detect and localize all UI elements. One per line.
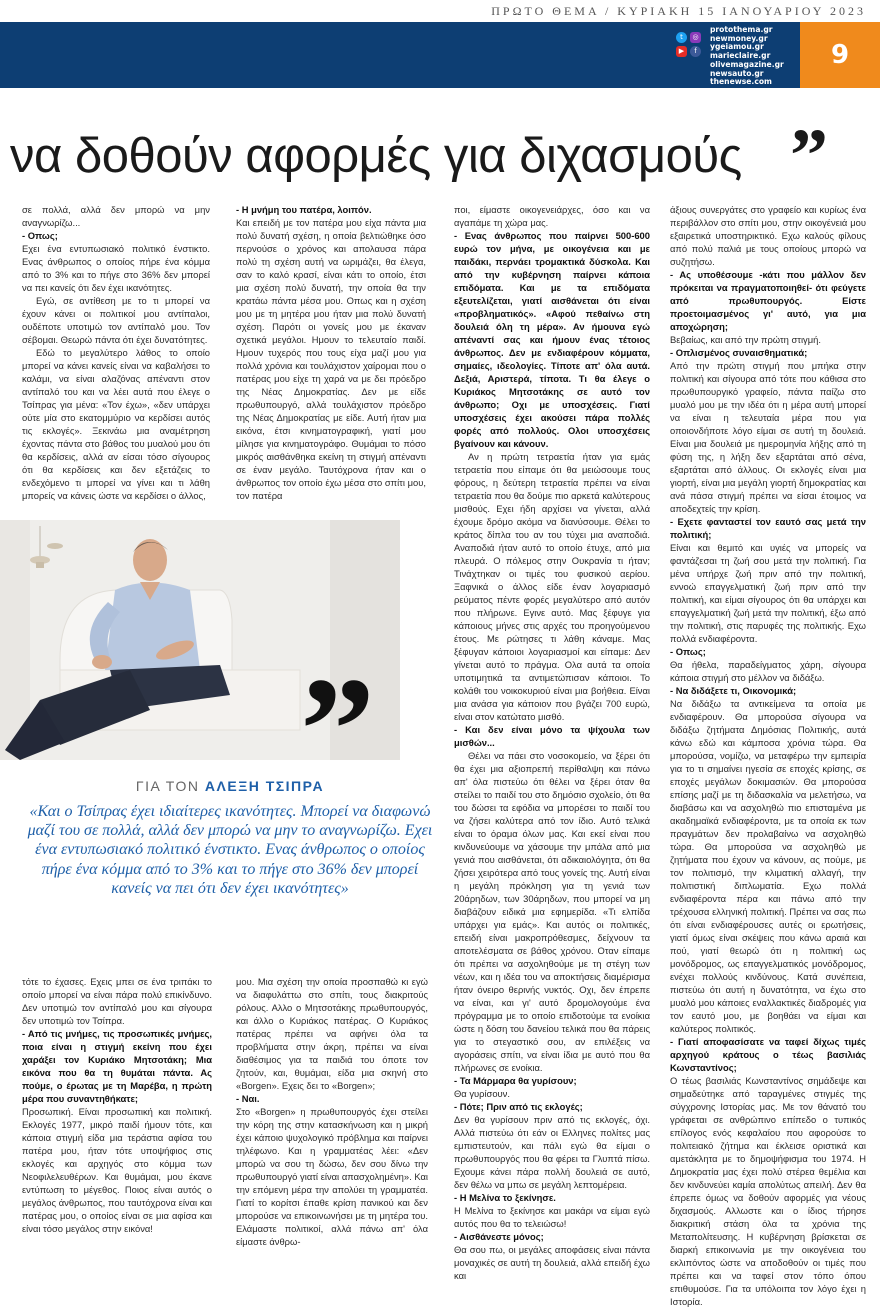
interview-question: - Η Μελίνα το ξεκίνησε. <box>454 1192 556 1203</box>
interview-question: - Να διδάξετε τι, Οικονομικά; <box>670 685 797 696</box>
interview-question: - Ας υποθέσουμε -κάτι που μάλλον δεν πρόκειται να πραγματοποιηθεί- ότι φεύγετε από πρωθυπουργός. Είστε προετοιμασμένος γι' αυτό, για μια αποχώρηση; <box>670 269 866 332</box>
site-link: newmoney.gr <box>710 33 768 43</box>
headline-quote-mark: ” <box>790 114 828 198</box>
interview-question: - Οπως; <box>670 646 706 657</box>
instagram-icon: ◎ <box>690 32 701 43</box>
interview-answer: Στο «Borgen» η πρωθυπουργός έχει στείλει την κόρη της στην κατασκήνωση και η μικρή έχει κάποιο ψυχολογικό πρόβλημα και παίρνει τηλέφωνο. Και η γραμματέας λέει: «Δεν μπορώ να σου τη δώσω, δεν σου δίνω την πρωθυπουργό γιατί είναι απασχολημένη». Και την επόμενη μέρα την απολύει τη γραμματέα. Γιατί το κορίτσι έπαθε κρίση πανικού και δεν μπορούσε να επικοινωνήσει με τη μητέρα του. Ελάμαστε πολιτικοί, αλλά πάνω απ' όλα είμαστε άνθρω- <box>236 1106 428 1247</box>
article-column-2 <box>236 203 426 503</box>
interview-answer: σε πολλά, αλλά δεν μπορώ να μην αναγνωρίζω... <box>22 204 210 228</box>
interview-answer: άξιους συνεργάτες στο γραφείο και κυρίως ένα περιβάλλον στο σπίτι μου, στην οικογένειά μου εξαιρετικά υποστηρικτικό. Εχω καλούς φίλους από πολύ παλιά με τους οποίους μπορώ να συζητήσω. <box>670 204 866 267</box>
interview-question: - Πότε; Πριν από τις εκλογές; <box>454 1101 583 1112</box>
site-link: newsauto.gr <box>710 68 764 78</box>
interview-question: - Εχετε φανταστεί τον εαυτό σας μετά την πολιτική; <box>670 516 866 540</box>
twitter-icon: t <box>676 32 687 43</box>
pull-quote-heading-prefix: ΓΙΑ ΤΟΝ <box>135 778 200 794</box>
interview-answer: Εδώ το μεγαλύτερο λάθος το οποίο μπορεί να κάνει κανείς είναι να καβαλήσει το καλάμι, να είναι αλαζόνας απέναντι στον αντίπαλό του και να λέει αυτά που έλεγε ο Τσίπρας για μένα: «Τον έχω», «δεν υπάρχει ούτε μία στο εκατομμύριο να κερδίσει αυτός τις εκλογές». Ξεκινάω μια αναμέτρηση έχοντας πάντα στο βάθος του μυαλού μου ότι θα κερδίσεις, αλλά αν είσαι τόσο σίγουρος ότι θα κερδίσεις και δεν εξετάζεις το ενδεχόμενο τι μπορεί να γίνει και τι λάθη μπορείς να κάνεις ώστε να κερδίσει ο άλλος, <box>22 347 210 501</box>
interview-answer: Να διδάξω τα αντικείμενα τα οποία με ενδιαφέρουν. Θα μπορούσα σίγουρα να διδάξω ζητήματα Δημόσιας Πολιτικής, αυτά κάνω εδώ και κάμποσα χρόνια τώρα. Θα μπορούσα, νομίζω, να μεταφέρω την εμπειρία για το τι σημαίνει ηγεσία σε εποχές κρίσης, σε εποχές μεγάλων δοκιμασιών. Θα μπορούσα επίσης μαζί με τη διδασκαλία να μελετήσω, να διαβάσω και να ασχοληθώ πιο επισταμένα με ακαδημαϊκά ενδιαφέροντα, με τα οποία εκ των πραγμάτων δεν προλαβαίνω να ασχοληθώ τώρα. Θα μπορούσα να ασχοληθώ με ζητήματα που έχουν να κάνουν, ας πούμε, με τον πολιτισμό, την κλιματική αλλαγή, την πολιτιστική διπλωματία. Εχω πολλά ενδιαφέροντα πέρα και πάνω από την τρέχουσα ελληνική πολιτική. Πρέπει να σας πω ότι είναι ενδιαφέρουσες αυτές οι ερωτήσεις, γιατί όμως είναι σκέψεις που κάνω αραιά και πού, γιατί θεωρώ ότι η πολιτική ως μονόδρομος, ως επαγγελματικός μονόδρομος, ενέχει πολλούς κινδύνους. Κατά συνέπεια, πιστεύω ότι αυτή η δυνατότητα, να έχω στο μυαλό μου κάποιες εναλλακτικές διαδρομές για τον εαυτό μου, με βοηθάει να είμαι και καλύτερος πολιτικός. <box>670 698 866 1034</box>
sister-sites-list <box>710 26 796 87</box>
interview-answer: Θέλει να πάει στο νοσοκομείο, να ξέρει ότι θα έχει μια αξιοπρεπή περίθαλψη και πάνω απ' όλα πιστεύω ότι θέλει να ξέρει όταν θα στείλει το παιδί του στο δημόσιο σχολείο, ότι θα του δώσει τα εφόδια να μπορέσει το παιδί του να ζήσει καλύτερα από τον ίδιο. Αυτό τελικά είναι το όραμα όλων μας. Και εκεί είναι που κινδυνεύουμε να χάσουμε την μπάλα από μια γενιά που αισθάνεται, ότι αδικαιολόγητα, ότι θα ζήσει χειρότερα από τους γονείς της. Αυτή είναι η μεγάλη πρόκληση για τη γενιά των 20άρηδων, των 30άρηδων, που μπορεί να μη διαβάζουν ειδικά μια εφημερίδα. «Τι ελπίδα υπάρχει για εμάς». Και αυτός οι πολιτικές, επειδή είναι μακροπρόθεσμες, δείχνουν τα αποτελέσματα σε βάθος χρόνου. Οταν είπαμε ότι πρέπει να ασχοληθούμε με τη στέγη των νέων, και η ιδέα του να αποκτήσεις διαμέρισμα ήταν όνειρο θερινής νυκτός. Οχι, δεν έπρεπε να είναι, και γι' αυτό δρομολογούμε ένα πρόγραμμα με το οποίο επιδοτούμε τα ενοίκια ώστε η δόση του δανείου τελικά που θα πάρεις για το στεγαστικό σου, αν επιλέξεις να αγοράσεις σπίτι, να είναι ίδια με αυτό που θα πλήρωνες σε ενοίκια. <box>454 750 650 1073</box>
pull-quote-heading <box>0 778 460 794</box>
site-link: marieclaire.gr <box>710 51 771 61</box>
interview-answer: Δεν θα γυρίσουν πριν από τις εκλογές, όχι. Αλλά πιστεύω ότι εάν οι Ελληνες πολίτες μας εμπιστευτούν, και πάλι εγώ θα είμαι ο πρωθυπουργός που θα φέρει τα Γλυπτά πίσω. Εχουμε κάνει πάρα πολλή δουλειά σε αυτό, δεν θέλω να μπω σε μεγάλη λεπτομέρεια. <box>454 1114 650 1190</box>
interview-answer: Θα σου πω, οι μεγάλες αποφάσεις είναι πάντα μοναχικές σε αυτή τη δουλειά, αλλά επειδή έχω και <box>454 1244 650 1281</box>
interview-answer: ποι, είμαστε οικογενειάρχες, όσο και να αγαπάμε τη χώρα μας. <box>454 204 650 228</box>
interview-question: - Γιατί αποφασίσατε να ταφεί δίχως τιμές αρχηγού κράτους ο τέως βασιλιάς Κωνσταντίνος; <box>670 1036 866 1073</box>
article-column-1 <box>22 203 210 503</box>
interview-question: - Ναι. <box>236 1093 260 1104</box>
article-column-2-continued <box>236 975 428 1247</box>
site-link: ygeiamou.gr <box>710 42 764 52</box>
interview-answer: Ο τέως βασιλιάς Κωνσταντίνος σημάδεψε και σημαδεύτηκε από ταραγμένες στιγμές της σύγχρονης Ιστορίας μας. Με τον θάνατό του γράφεται σε ανθρώπινο επίπεδο ο τυπικός επίλογος ενός κεφαλαίου που αφορούσε το πολιτειακό ζήτημα και έκλεισε οριστικά και αμετάκλητα με το δημοψήφισμα του 1974. Η Δημοκρατία μας έχει πολύ στέρεα θεμέλια και δεν κινδυνεύει καμία απολύτως απειλή. Δεν θα έπρεπε όμως να δοθούν αφορμές για νέους διχασμούς. Αλλωστε και ο ίδιος τήρησε διακριτική στάση όλα τα χρόνια της Μεταπολίτευσης. Η κυβέρνηση βρίσκεται σε διαρκή επικοινωνία με την οικογένεια του εκλιπόντος ώστε να αποδοθούν οι τιμές που πρέπει και να ταφεί στον τόπο όπου επιθυμούσε. Για τα υπόλοιπα τον λόγο έχει η Ιστορία. <box>670 1075 866 1307</box>
interview-question: - Από τις μνήμες, τις προσωπικές μνήμες, ποια είναι η στιγμή εκείνη που έχει χαράξει τον Κυριάκο Μητσοτάκη; Μια εικόνα που θα τη θυμάται πάντα. Ας πούμε, ο έρωτας με τη Μαρέβα, η πρώτη μέρα που συναντηθήκατε; <box>22 1028 212 1104</box>
headline: να δοθούν αφορμές για διχασμούς <box>10 129 742 183</box>
interview-answer: Εχει ένα εντυπωσιακό πολιτικό ένστικτο. Ενας άνθρωπος ο οποίος πήρε ένα κόμμα από το 3% και το πήγε στο 36% δεν μπορεί να πει κανείς ότι δεν έχει ικανότητες. <box>22 243 210 293</box>
youtube-icon: ▶ <box>676 46 687 57</box>
interview-question: - Οπλισμένος συναισθηματικά; <box>670 347 808 358</box>
interview-question: - Ενας άνθρωπος που παίρνει 500-600 ευρώ τον μήνα, με οικογένεια και με παιδάκι, περνάει τρομακτικά δύσκολα. Και από την κυβέρνηση παίρνει κάποια επιδόματα. Και με τα επιδόματα εξευτελίζεται, γιατί αισθάνεται ότι είναι «προβληματικός». «Αφού πεθαίνω στη δουλειά όλη τη μέρα». Αν ήμουνα εγώ απέναντί σας και ήμουν ένας τέτοιος άνθρωπος. Δεν με ενδιαφέρουν κόμματα, σημαίες, ιδεολογίες. Τίποτε απ' όλα αυτά. Δεξιά, Αριστερά, τίποτα. Τι θα έλεγε ο Κυριάκος Μητσοτάκης σε αυτό τον άνθρωπο; Οχι με υποσχέσεις. Γιατί υποσχέσεις έχει ακούσει πάρα πολλές φορές από πολλούς. Ολοι υποσχέσεις βγαίνουν και κάνουν. <box>454 230 650 449</box>
interview-answer: Θα γυρίσουν. <box>454 1088 510 1099</box>
masthead <box>0 0 880 22</box>
page-number-box <box>800 22 880 88</box>
interview-answer: Η Μελίνα το ξεκίνησε και μακάρι να είμαι εγώ αυτός που θα το τελειώσω! <box>454 1205 650 1229</box>
article-column-4 <box>670 203 866 1307</box>
interview-answer: Και επειδή με τον πατέρα μου είχα πάντα μια πολύ δυνατή σχέση, η οποία βελτιώθηκε όσο περνούσε ο χρόνος και απολαυσα πάρα πολύ τη σχέση αυτή να ωριμάζει, θα έλεγα, σαν το καλό κρασί, είναι κάτι το οποίο, έτσι μια σχέση πολύ δυνατή, την οποία θα την κρατάω πάντα μέσα μου. Οπως και η σχέση μου με τη μητέρα μου ήταν μια πολύ δυνατή σχέση. Παρότι οι γονείς μου με έκαναν σχετικά μεγάλοι. Ημουν το τελευταίο παιδί. Ημουν τυχερός που τους είχα μαζί μου για πολλά χρόνια και τουλάχιστον χαίρομαι που ο πατέρας μου είχε τη χαρά να με δει πρόεδρο της Νέας Δημοκρατίας. Δεν με είδε πρωθυπουργό, αλλά τουλάχιστον πρόεδρο της Νέας Δημοκρατίας με είδε. Αυτή ήταν μια εικόνα, έτσι κινηματογραφική, γιατί μου μίλησε για κινηματογράφο. Θυμάμαι το πόσο μικρός αισθάνθηκα εκείνη τη στιγμή απέναντι σε έναν μεγάλο. Ταυτόχρονα ήταν και ο άνθρωπος τον οποίο έχω μέσα στο σπίτι μου, τον πατέρα <box>236 217 426 501</box>
interview-question: - Τα Μάρμαρα θα γυρίσουν; <box>454 1075 577 1086</box>
interview-answer: Από την πρώτη στιγμή που μπήκα στην πολιτική και σίγουρα από τότε που κάθισα στο πρωθυπουργικό γραφείο, πάντα παίζω στο μυαλό μου με την ιδέα ότι η μέρα αυτή μπορεί να είναι η τελευταία μέρα που για οποιονδήποτε λόγο είμαι σε αυτή τη δουλειά. Είναι μια δουλειά με ημερομηνία λήξης από τη φύση της, η λήξη δεν εξαρτάται από σένα, εξαρτάται από άλλους. Οι εκλογές είναι μια γιορτή, είναι μια μεγάλη γιορτή δημοκρατίας και ανά πάσα στιγμή πρέπει να είσαι έτοιμος να αποδεχτείς την κρίση. <box>670 360 866 514</box>
interview-question: - Η μνήμη του πατέρα, λοιπόν. <box>236 204 372 215</box>
interview-answer: μου. Μια σχέση την οποία προσπαθώ κι εγώ να διαφυλάττω στο σπίτι, τους διακριτούς ρόλους. Αλλο ο Μητσοτάκης πρωθυπουργός, και άλλο ο Κυριάκος πατέρας. Ο Κυριάκος πατέρας πρέπει να αφήνει όλα τα προβλήματα στην άκρη, πρέπει να είναι διαθέσιμος για τα παιδιά του όποτε τον ζητούν, και, θυμάμαι, είδα μια σκηνή στο «Borgen». Εχεις δει το «Borgen»; <box>236 976 428 1091</box>
page-number: 9 <box>830 40 850 70</box>
interview-answer: Βεβαίως, και από την πρώτη στιγμή. <box>670 334 821 345</box>
facebook-icon: f <box>690 46 701 57</box>
interview-answer: τότε το έχασες. Εχεις μπει σε ένα τριπάκι το οποίο μπορεί να είναι πάρα πολύ επικίνδυνο. Δεν υποτιμώ τον αντίπαλό μου και σίγουρα δεν υποτιμώ τον Τσίπρα. <box>22 976 212 1026</box>
interview-answer: Προσωπική. Είναι προσωπική και πολιτική. Εκλογές 1977, μικρό παιδί ήμουν τότε, και κάποια στιγμή είδα μια τεράστια αφίσα του πατέρα μου, ήταν τότε υποψήφιος στις εκλογές και αρχηγός στο κόμμα των Νεοφιλελευθέρων. Και θυμάμαι, μου έκανε εντύπωση το μέγεθος. Ποιος είναι αυτός ο μεγάλος άνθρωπος, που ταυτόχρονα είναι και πατέρας μου, ο οποίος είναι σε μια αφίσα και είναι τόσο μεγάλος στην εικόνα! <box>22 1106 212 1234</box>
site-link: olivemagazine.gr <box>710 59 784 69</box>
pull-quote-mark: ” <box>300 647 375 813</box>
interview-answer: Είναι και θεμιτό και υγιές να μπορείς να φαντάζεσαι τη ζωή σου μετά την πολιτική. Για μένα υπήρχε ζωή πριν από την πολιτική, εννοώ επαγγελματική ζωή πριν από την πολιτική, και είμαι σίγουρος ότι θα υπάρχει και επαγγελματική ζωή μετά την πολιτική, έξω από την πολιτική, στις παρυφές της πολιτικής. Εχω πολλά ενδιαφέροντα. <box>670 542 866 644</box>
interview-answer: Αν η πρώτη τετραετία ήταν για εμάς τετραετία που είπαμε ότι θα μειώσουμε τους φόρους, η δεύτερη τετραετία πρέπει να είναι τετραετία που θα δούμε πιο αρκετά καλύτερους μισθούς. Εχει ήδη αρχίσει να γίνεται, αλλά έχουμε δρόμο ακόμα να διανύσουμε. Θέλει το κράτος δίπλα του αν του τύχει μια αναποδιά. Αναποδιά ήταν αυτό το οποίο έτυχε, από μια πλευρά. Ο πόλεμος στην Ουκρανία τι ήταν; Τινάχτηκαν οι τιμές του φυσικού αερίου. Ξαφνικά ο άλλος είδε έναν λογαριασμό ρεύματος πέντε φορές μεγαλύτερο από αυτόν που πλήρωνε. Εγινε αυτό. Μας ξέφυγε για κάποιους μήνες στις αρχές του προηγούμενου έτους. Με ρώτησες τι λάθη κάναμε. Μας ξέφυγαν κάποιοι λογαριασμοί και είπαμε: Δεν γίνεται αυτό το πράγμα. Ολα αυτά τα οποία υποτιμητικά τα αντιμετώπισαν κάποιοι. Το κολάθι του νοικοκυριού είναι μια βοήθεια. Είναι μια ανάσα για κάποιον που βγάζει 700 ευρώ, είναι στον κατώτατο μισθό. <box>454 451 650 722</box>
site-link: protothema.gr <box>710 25 773 34</box>
masthead-title: ΠΡΩΤΟ ΘΕΜΑ / ΚΥΡΙΑΚΗ 15 ΙΑΝΟΥΑΡΙΟΥ 2023 <box>491 4 866 18</box>
interview-answer: Εγώ, σε αντίθεση με το τι μπορεί να έχουν κάνει οι πολιτικοί μου αντίπαλοι, ουδέποτε υποτιμώ τον αντίπαλό μου. Τον σέβομαι. Θεωρώ πάντα ότι έχει δυνατότητες. <box>22 295 210 345</box>
site-link: thenewse.com <box>710 77 772 87</box>
interview-question: - Και δεν είναι μόνο τα ψίχουλα των μισθών... <box>454 724 650 748</box>
social-icons <box>676 28 710 58</box>
article-column-1-continued <box>22 975 212 1235</box>
article-column-3 <box>454 203 650 1281</box>
interview-question: - Οπως; <box>22 230 58 241</box>
interview-question: - Αισθάνεστε μόνος; <box>454 1231 544 1242</box>
pull-quote: «Και ο Τσίπρας έχει ιδιαίτερες ικανότητες. Μπορεί να διαφωνώ μαζί του σε πολλά, αλλά δεν μπορώ να μην το αναγνωρίζω. Εχει ένα εντυπωσιακό πολιτικό ένστικτο. Ενας άνθρωπος ο οποίος πήρε ένα κόμμα από το 3% και το πήγε στο 36% δεν μπορεί κανείς να πει ότι δεν έχει ικανότητες» <box>27 803 433 897</box>
interview-answer: Θα ήθελα, παραδείγματος χάρη, σίγουρα κάποια στιγμή στο μέλλον να διδάξω. <box>670 659 866 683</box>
pull-quote-heading-name: ΑΛΕΞΗ ΤΣΙΠΡΑ <box>204 778 325 794</box>
